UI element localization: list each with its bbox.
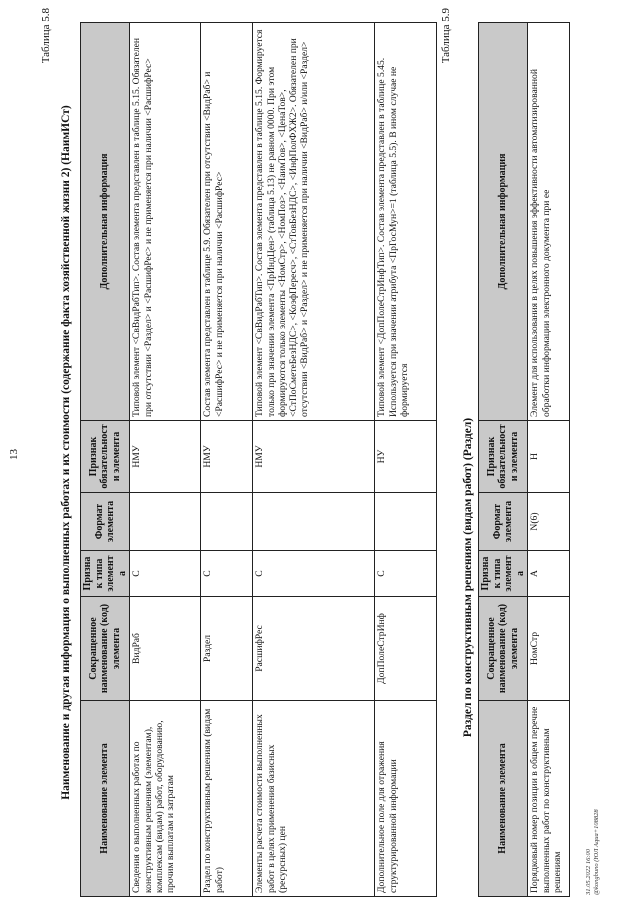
cell-required: Н [528,421,570,493]
table-5-9 [478,22,570,897]
cell-type: С [375,551,437,597]
cell-format [375,493,437,551]
table-row [375,23,437,897]
cell-type: С [201,551,253,597]
cell-name: Дополнительное поле для отражения структурированной информации [375,701,437,897]
cell-required: НМУ [130,421,201,493]
cell-format: N(6) [528,493,570,551]
header-info: Дополнительная информация [81,23,130,421]
table-row [201,23,253,897]
cell-info: Типовой элемент <СвВидРабТип>. Состав элемента представлен в таблице 5.15. Обязателен при отсутствии <Раздел> и <РасшифРес> и не применяется при наличии <РасшифРес> [130,23,201,421]
cell-name: Сведения о выполненных работах по конструктивным решениям (элементам), комплексам (видам) работ, оборудованию, прочим выплатам и затратам [130,701,201,897]
header-format: Формат элемента [81,493,130,551]
cell-info: Состав элемента представлен в таблице 5.9. Обязателен при отсутствии <ВидРаб> и <РасшифРес> и не применяется при наличии <РасшифРес> [201,23,253,421]
cell-name: Раздел по конструктивным решениям (видам работ) [201,701,253,897]
cell-required: НМУ [201,421,253,493]
header-type: Признак типа элемента [81,551,130,597]
cell-code: ДопПолеСтрИнф [375,597,437,701]
table-row [253,23,375,897]
scan-stamp [585,809,601,895]
header-code: Сокращенное наименование (код) элемента [81,597,130,701]
table-5-8-title: Наименование и другая информация о выполненных работах и их стоимости (содержание факта хозяйственной жизни 2) (НаимИСт) [60,105,72,800]
cell-code: РасшифРес [253,597,375,701]
table-5-8-label: Таблица 5.8 [40,8,52,64]
cell-format [130,493,201,551]
table-5-9-label: Таблица 5.9 [440,8,452,64]
cell-name: Порядковый номер позиции в общем перечне выполненных работ по конструктивным решениям [528,701,570,897]
table-header-row [479,23,528,897]
cell-format [201,493,253,551]
page-number: 13 [8,449,20,460]
cell-type: А [528,551,570,597]
table-row [130,23,201,897]
table-5-9-title: Раздел по конструктивным решениям (видам работ) (Раздел) [462,417,474,738]
cell-info: Элемент для использования в целях повышения эффективности автоматизированной обработки информации электронного документа при ее [528,23,570,421]
header-code: Сокращенное наименование (код) элемента [479,597,528,701]
table-row [528,23,570,897]
header-name: Наименование элемента [479,701,528,897]
cell-type: С [130,551,201,597]
header-required: Признак обязательности элемента [479,421,528,493]
header-type: Признак типа элемента [479,551,528,597]
header-info: Дополнительная информация [479,23,528,421]
cell-info: Типовой элемент <СвВидРабТип>. Состав элемента представлен в таблице 5.15. Формируется только при значении элемента <ПрИндЦен> (таблица 5.13) не равном 0000. При этом формируются только элементы <НомСтр>, <НомПоз>, <НаимТов>, <ЦенаТов>, <СтПоСметеБезНДС>, <КоэфПересч>, <СтТовБезНДС>, <ИнфПолФХЖ2>. Обязателен при отсутствии <ВидРаб> и <Раздел> и не применяется при наличии <ВидРаб> и/или <Раздел> [253,23,375,421]
cell-info: Типовой элемент <ДопПолеСтрИнфТип>. Состав элемента представлен в таблице 5.45. Используется при значении атрибута <ПрГосМун>=1 (таблица 5.5). В ином случае не формируется [375,23,437,421]
cell-name: Элементы расчета стоимости выполненных работ в целях применения базисных (ресурсных) цен [253,701,375,897]
header-name: Наименование элемента [81,701,130,897]
cell-required: НУ [375,421,437,493]
cell-type: С [253,551,375,597]
table-header-row [81,23,130,897]
table-5-8 [80,22,437,897]
header-format: Формат элемента [479,493,528,551]
stamp-source: @kongbuno (ЮЛ Aqua+108828 [593,809,601,895]
cell-format [253,493,375,551]
cell-required: НМУ [253,421,375,493]
cell-code: Раздел [201,597,253,701]
cell-code: ВидРаб [130,597,201,701]
header-required: Признак обязательности элемента [81,421,130,493]
cell-code: НомСтр [528,597,570,701]
stamp-date: 31.05.2022 16:00 [585,848,592,895]
